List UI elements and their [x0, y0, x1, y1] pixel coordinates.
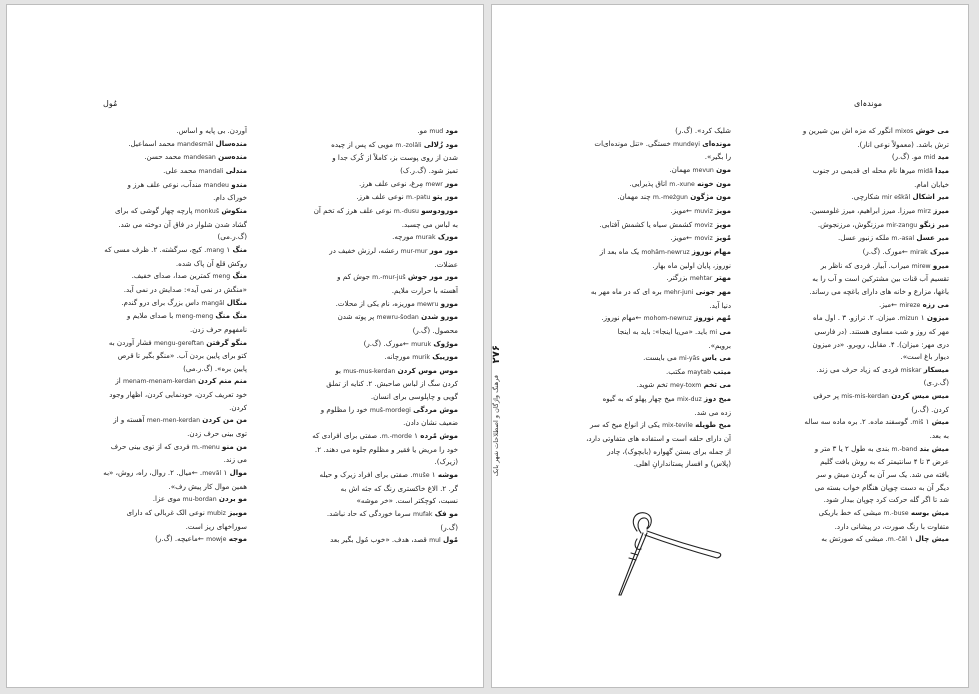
entry-line: مهر جونی mehr-juni بره ای که در ماه مهر به: [590, 286, 731, 296]
entry-line: میتب maytab مکتب.: [666, 366, 731, 376]
entry-line: خوراک دام.: [213, 193, 247, 203]
entry-line: خیابان امام.: [914, 179, 949, 189]
entry-line: به بعد.: [929, 431, 949, 441]
entry-line: باغها، مزارع و خانه های دارای باغچه می رساند.: [809, 286, 949, 296]
entry-line: (گ.ر): [440, 522, 458, 532]
entry-line: ترش باشد. (معمولاً نوعی انار).: [857, 139, 949, 149]
entry-line: دیوار باغ است».: [900, 352, 949, 362]
entry-line: مور mewr مِرغ، نوعی علف هرز.: [359, 178, 458, 188]
entry-line: مون mevun مهمان.: [669, 164, 731, 174]
entry-line: مویز moviz کشمش سیاه یا کشمش آفتابی.: [599, 219, 731, 229]
entry-line: خود را مریض یا فقیر و مظلوم جلوه می دهند. ۲.: [314, 444, 458, 454]
entry-line: میر زنگو mir-zangu مرزنگوش، مرزنجوش.: [817, 219, 949, 229]
entry-line: (زیرک).: [434, 457, 458, 467]
entry-line: کردن. (گ.ر): [911, 404, 949, 414]
entry-line: میدا midā میرها نام محله ای قدیمی در جنوب: [812, 165, 949, 175]
entry-line: گویی و چاپلوسی برای انسان.: [370, 392, 458, 402]
entry-line: گشاد شدن شلوار در فاق آن دوخته می شد.: [118, 219, 247, 229]
entry-line: گر. ۲. الاغ خاکستری رنگ که جثه اش به: [340, 483, 458, 493]
entry-line: به لباس می چسبد.: [401, 219, 458, 229]
entry-line: میس میس کردن mis-mis-kerdan پر حرفی: [813, 391, 949, 401]
entry-line: توی بینی حرف زدن.: [187, 429, 247, 439]
entry-line: میش بند m.-band بندی به طول ۲ یا ۳ متر و: [814, 443, 949, 453]
entry-line: منده‌سال mandesmāl محمد اسماعیل.: [128, 138, 247, 148]
entry-line: برویم».: [708, 340, 731, 350]
entry-line: می خوش mixos انگور که مزه اش بین شیرین و: [802, 126, 949, 135]
entry-line: (گ.ر.ی): [923, 378, 949, 388]
entry-line: شد تا اگر گله حرکت کرد چوپان بیدار شود.: [823, 495, 949, 505]
entry-line: منگ mang ۱. کیج، سرگشته. ۲. ظرف مسی که: [104, 244, 247, 254]
entry-line: میش miš ۱. گوسفند ماده. ۲. بره ماده سه ساله: [804, 417, 949, 427]
entry-line: نامفهوم حرف زدن.: [189, 324, 247, 334]
right-page-right-column: [737, 125, 949, 595]
entry-line: مُهم نوروز mohom-newruz ←مهام نوروز.: [601, 313, 731, 323]
entry-line: مندو mandeu مندآب، نوعی علف هرز و: [127, 179, 247, 189]
entry-line: من من کردن men-men-kerdan آهسته و از: [113, 415, 247, 425]
entry-line: پایین بره». (گ.ر.می): [183, 363, 247, 373]
entry-line: میر عسل m.-asal ملکه زنبور عسل.: [837, 233, 949, 243]
entry-line: مندلی mandali محمد علی.: [163, 165, 247, 175]
entry-line: متفاوت با رنگ صورت، در پیشانی دارد.: [834, 521, 949, 531]
entry-line: مورُوک muruk ←مورک. (گ.ر): [363, 338, 458, 348]
entry-line: میرز mirz میرزا. میرز ابراهیم، میرز غلومسین.: [809, 205, 949, 215]
entry-line: مویز muviz ←مویز.: [670, 205, 731, 215]
entry-line: مید mid مو. (گ.ر): [891, 152, 949, 162]
entry-line: میش چال m.-čāl ۱. میشی که صورتش به: [821, 534, 949, 544]
entry-line: آوردن. بی پایه و اساس.: [176, 126, 247, 135]
entry-line: موشه muše ۱. صفتی برای افراد زیرک و حیله: [319, 470, 458, 480]
entry-line: میزون mizun ۱. میزان. ۲. ترازو. ۳ . اول ماه: [812, 313, 949, 323]
entry-line: کتو برای پایین بردن آب. «منگو بگیر تا قرص: [117, 351, 247, 361]
entry-line: مهر که روز و شب مساوی هستند. (در فارسی: [814, 326, 949, 336]
entry-line: تقسیم آب قنات بین مشترکین است و آب را به: [812, 274, 949, 284]
entry-line: میر اشکال mir eškāl شکارچی.: [851, 192, 949, 202]
entry-line: آن دارای حلقه است و استفاده های متفاوتی دارد،: [586, 434, 731, 444]
entry-line: منده‌سن mandesan محمد حسن.: [144, 152, 247, 162]
entry-line: مون مژگون m.-meżgun چند مهمان.: [617, 192, 731, 202]
entry-line: منگ منگ meng-meng با صدای ملایم و: [126, 311, 247, 321]
entry-line: میخ دوز mix-duz میخ چهار پهلو که به گیوه: [602, 394, 731, 404]
entry-line: دیگر آن به دست چوپان هنگام خواب بسته می: [814, 482, 949, 492]
entry-line: عضلات.: [434, 259, 458, 269]
entry-line: دنیا آید.: [709, 300, 731, 310]
entry-line: منکوش monkuš پارچه چهار گوشی که برای: [115, 205, 247, 215]
entry-line: شدن از روی پوست بز، کاملاً از کُرک جدا و: [332, 153, 458, 163]
left-page: [6, 4, 484, 688]
entry-line: من منو m.-menu فردی که از توی بینی حرف: [110, 441, 247, 451]
entry-line: موش مُرده m.-morde ۱. صفتی برای افرادی که: [312, 431, 458, 441]
entry-line: موبیز mubiz نوعی الک غربالی که دارای: [126, 508, 247, 518]
entry-line: مورییک murik مورچانه.: [384, 352, 458, 362]
entry-line: میخ طویله mix-tevile یکی از انواع میخ که سر: [589, 420, 731, 430]
entry-line: موجه mowje ←ماعیچه. (گ.ر): [155, 534, 247, 544]
entry-line: مو فک mufak سرما خوردگی که حاد نباشد.: [326, 509, 458, 519]
entry-line: همین موال کار پیش رف».: [168, 481, 247, 491]
entry-line: مهام نوروز mohām-newruz یک ماه بعد از: [599, 246, 731, 256]
entry-line: تمیز شود. (گ.ر.ک): [400, 165, 458, 175]
entry-line: مهتر mehtar بزرگتر.: [666, 273, 731, 283]
entry-line: «منگش در نمی آید»: صدایش در نمی آید.: [123, 284, 247, 294]
entry-line: نسبت، کوچکتر است. «خر موشه»: [356, 496, 458, 506]
entry-line: دری مهر: میزان). ۴. مقابل، روبرو. «در میزون: [812, 339, 949, 349]
entry-line: مو بردن mu-bordan موی عزا.: [152, 494, 247, 504]
entry-line: میسکار miskar فردی که زیاد حرف می زند.: [816, 364, 949, 374]
entry-line: میرک mirak ←مورک. (گ.ر): [862, 246, 949, 256]
entry-line: (پلاس) و افسار پستاندارانِ اهلی.: [633, 459, 731, 469]
entry-line: مور پتو m.-patu نوعی علف هرز.: [356, 192, 458, 202]
entry-line: موال mevāl ۱. ←میال. ۲. روال، راه، روش، «به: [103, 468, 247, 478]
entry-line: می زند.: [223, 455, 247, 465]
entry-line: نوروز، پایان اولین ماه بهار.: [652, 260, 731, 270]
entry-line: ضعیف نشان دادن.: [403, 418, 458, 428]
entry-line: می یاس mi-yās می بایست.: [643, 353, 731, 363]
left-page-left-column: [35, 125, 247, 595]
right-running-head: موندہ‌ای: [854, 99, 883, 108]
entry-line: مورو mewru موریزه، نام یکی از محلات.: [335, 298, 458, 308]
entry-line: منم منم کردن menam-menam-kerdan از: [115, 376, 247, 386]
entry-line: می رزه mireze ←میز.: [879, 299, 949, 309]
entry-line: کردن سگ از لباس صاحبش. ۲. کنایه از تملق: [326, 379, 458, 389]
entry-line: مور مور mur-mur رعشه، لرزش خفیف در: [329, 245, 458, 255]
tent-peg-illustration: [607, 503, 732, 603]
entry-line: می تخم mey-toxm تخم شوید.: [636, 380, 731, 390]
entry-line: بافته می شد. یک سر آن به گردن میش و سر: [816, 470, 949, 480]
entry-line: کردن.: [229, 402, 247, 412]
side-running-title: فرهنگ واژگان و اصطلاحات شهر بابک: [492, 375, 500, 477]
entry-line: از جمله برای بستن گهواره (بابچوک)، چادر: [607, 446, 731, 456]
entry-line: مُویز moviz ←مویز.: [670, 233, 731, 243]
entry-line: مورک murak مورچه.: [392, 232, 458, 242]
entry-line: میرو mirew میراب. آبیار. فردی که ناظر بر: [820, 260, 949, 270]
entry-line: سوراخهای ریز است.: [185, 521, 247, 531]
left-page-right-column: [260, 125, 458, 595]
entry-line: آهسته با حرارت ملایم.: [391, 285, 458, 295]
entry-line: عرض ۳ تا ۴ سانتیمتر که به روش بافت گلیم: [820, 457, 949, 467]
entry-line: مورودوسو m.-dusu نوعی علف هرز که تخم آن: [313, 205, 458, 215]
entry-line: محصول. (گ.ر): [412, 325, 458, 335]
entry-line: می mi باید. «می‌یا اینجا»: باید به اینجا: [617, 326, 731, 336]
entry-line: خود تعریف کردن، خودنمایی کردن، اظهار وجود: [109, 390, 247, 400]
entry-line: (گ.ر.می): [217, 232, 247, 242]
entry-line: مود mud مو.: [417, 126, 458, 135]
entry-line: روکش قلع آن پاک شده.: [175, 258, 247, 268]
entry-line: منگ meng کمترین صدا، صدای خفیف.: [131, 271, 247, 281]
entry-line: منگال mangāl داس بزرگ برای درو گندم.: [121, 297, 247, 307]
left-running-head: مُول: [103, 99, 118, 108]
entry-line: مُول mul قصد، هدف. «خوب مُول بگیر بعد: [330, 535, 458, 545]
page-number: ۲۷۶: [491, 345, 502, 364]
entry-line: میش بوسه m.-buse میشی که خط باریکی: [818, 508, 949, 518]
entry-line: مورو شدن mewru-šodan پر پوته شدن: [337, 312, 458, 322]
entry-line: را بگیر».: [704, 152, 731, 162]
entry-line: زده می شد.: [694, 407, 731, 417]
entry-line: شلیک کرد». (گ.ر): [675, 126, 731, 135]
entry-line: مون خونه m.-xune اتاق پذیرایی.: [629, 178, 731, 188]
entry-line: موش مردگی muš-mordegi خود را مظلوم و: [320, 404, 458, 414]
entry-line: منگو گرفتن mengu-gereftan فشار آوردن به: [108, 337, 247, 347]
entry-line: مونده‌ای mundeyi خستگی. «تنل مونده‌ای‌ات: [594, 138, 731, 148]
entry-line: موس موس کردن mus-mus-kerdan بو: [335, 365, 458, 375]
entry-line: مود زُلالی m.-zolāli مویی که پس از چیده: [331, 139, 458, 149]
right-page: [491, 4, 969, 688]
entry-line: مور مور جوش m.-mur-juš جوش کم و: [337, 272, 458, 282]
